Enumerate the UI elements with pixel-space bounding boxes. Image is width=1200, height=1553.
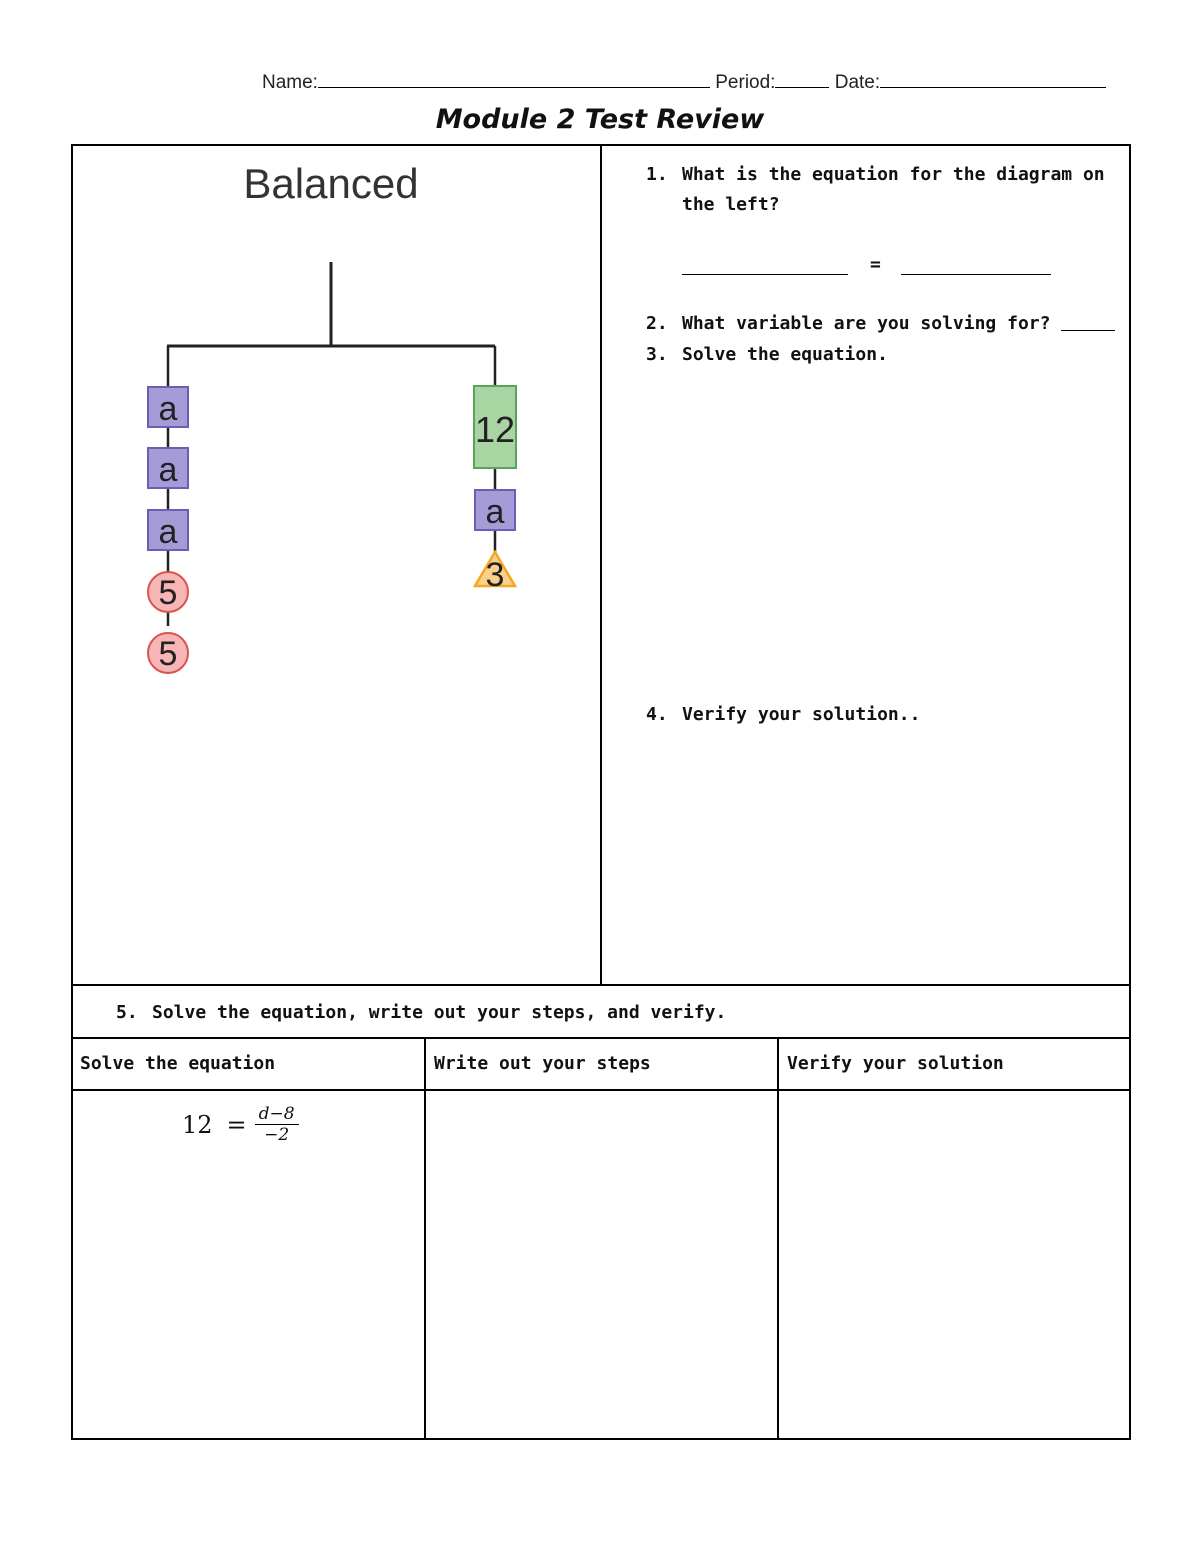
equation-denominator: −2	[264, 1125, 290, 1145]
question-1-text: What is the equation for the diagram on the left?	[682, 164, 1105, 215]
right-block-a	[475, 490, 515, 531]
section-divider	[71, 984, 1131, 986]
top-divider	[600, 144, 602, 986]
question-1	[646, 160, 1116, 220]
equation-left-blank[interactable]	[682, 252, 848, 275]
svg-text:5: 5	[158, 635, 178, 673]
period-field[interactable]	[775, 87, 829, 88]
left-block-a-2	[148, 448, 188, 489]
name-field[interactable]	[318, 87, 710, 88]
date-label: Date:	[834, 72, 881, 93]
solve-work-area[interactable]	[73, 1091, 423, 1438]
header-verify: Verify your solution	[787, 1053, 1004, 1074]
name-label: Name:	[262, 72, 318, 93]
svg-text:a: a	[158, 513, 178, 551]
equation-numerator: d−8	[255, 1104, 299, 1125]
question-4	[646, 700, 920, 730]
equation-equals: =	[226, 1110, 247, 1139]
left-circle-5-1	[148, 572, 188, 612]
equation-right-blank[interactable]	[901, 252, 1051, 275]
date-field[interactable]	[880, 87, 1106, 88]
page-title: Module 2 Test Review	[435, 104, 765, 135]
header-solve: Solve the equation	[80, 1053, 276, 1074]
svg-text:a: a	[485, 493, 505, 531]
question-2-text: What variable are you solving for?	[682, 313, 1051, 334]
left-circle-5-2	[148, 633, 188, 673]
svg-text:12: 12	[474, 409, 516, 450]
question-1-number: 1.	[646, 164, 668, 185]
right-block-12	[474, 386, 516, 468]
svg-text:3: 3	[485, 556, 505, 594]
equals-sign: =	[870, 254, 881, 275]
student-info-line	[262, 72, 1132, 94]
verify-work-area[interactable]	[779, 1091, 1129, 1438]
svg-text:a: a	[158, 451, 178, 489]
table-header-top	[71, 1037, 1131, 1039]
variable-answer-blank[interactable]	[1061, 312, 1115, 331]
question-5-text: Solve the equation, write out your steps, and verify.	[152, 1002, 727, 1023]
header-steps: Write out your steps	[434, 1053, 651, 1074]
equation-answer-row	[682, 252, 1051, 275]
period-label: Period:	[715, 72, 776, 93]
question-5-number: 5.	[116, 1002, 138, 1023]
left-block-a-3	[148, 510, 188, 551]
question-2-number: 2.	[646, 313, 668, 334]
question-3-number: 3.	[646, 344, 668, 365]
svg-text:5: 5	[158, 574, 178, 612]
question-4-text: Verify your solution..	[682, 704, 921, 725]
question-2	[646, 309, 1126, 339]
steps-work-area[interactable]	[426, 1091, 776, 1438]
question-3	[646, 340, 888, 370]
svg-text:a: a	[158, 390, 178, 428]
question-4-number: 4.	[646, 704, 668, 725]
equation-lhs: 12	[182, 1110, 213, 1139]
question-5	[116, 998, 726, 1028]
question-3-text: Solve the equation.	[682, 344, 888, 365]
left-block-a-1	[148, 387, 188, 428]
diagram-title: Balanced	[243, 160, 419, 207]
balance-diagram	[73, 146, 599, 984]
right-triangle-3	[475, 552, 515, 594]
